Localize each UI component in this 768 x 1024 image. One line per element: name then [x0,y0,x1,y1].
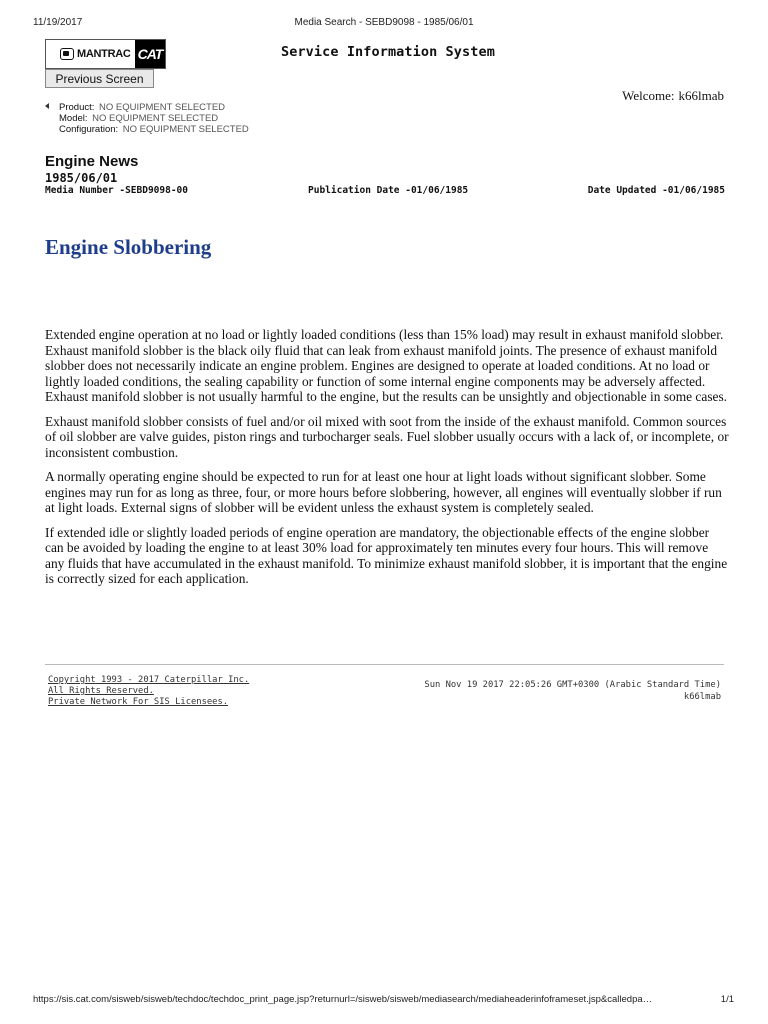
rights-link[interactable]: All Rights Reserved. [48,686,154,696]
model-row [45,113,249,124]
publication-date: Publication Date -01/06/1985 [308,185,469,196]
date-updated: Date Updated -01/06/1985 [587,185,725,196]
media-number: Media Number -SEBD9098-00 [45,185,188,196]
print-url: https://sis.cat.com/sisweb/sisweb/techdoc/techdoc_print_page.jsp?returnurl=/sisweb/sisweb/mediasearch/mediaheaderinfoframeset.jsp&calledpa… [33,994,653,1005]
article-paragraph: A normally operating engine should be expected to run for at least one hour at light loads without significant slobber. Some engines may run for as long as three, four, or more hours before slobbering, however, all engines will eventually slobber if run at light loads. External signs of slobber will be evident unless the exhaust system is completely sealed. [45,469,722,515]
mantrac-logo-text: MANTRAC [77,48,131,60]
configuration-label: Configuration: [59,124,119,135]
mantrac-emblem-icon [60,48,74,60]
print-footer [0,994,768,1008]
cat-logo: CAT [135,40,165,68]
footer-divider [45,664,724,665]
footer-info [424,679,721,703]
article-paragraph: Exhaust manifold slobber consists of fuel and/or oil mixed with soot from the inside of the exhaust manifold. Common sources of oil slobber are valve guides, piston rings and turbocharger seals. Fuel slobber usually occurs with a lack of, or incomplete, or inconsistent combustion. [45,413,729,460]
product-row [45,102,249,113]
model-label: Model: [59,113,88,124]
article-paragraph: If extended idle or slightly loaded periods of engine operation are mandatory, the objectionable effects of the engine slobber can be avoided by loading the engine to at least 30% load for approximately ten minutes every four hours. This will remove any fluids that have accumulated in the exhaust manifold. To minimize exhaust manifold slobber, it is important that the engine is correctly sized for each application. [45,524,728,586]
welcome-message [622,88,724,104]
welcome-username: k66lmab [678,88,724,103]
document-date: 1985/06/01 [45,171,118,185]
footer-timestamp: Sun Nov 19 2017 22:05:26 GMT+0300 (Arabic Standard Time) [424,680,721,690]
print-header [0,17,768,31]
article-title: Engine Slobbering [45,235,212,259]
configuration-value: NO EQUIPMENT SELECTED [122,124,249,135]
product-value: NO EQUIPMENT SELECTED [99,102,226,113]
product-label: Product: [59,102,95,113]
private-network-link[interactable]: Private Network For SIS Licensees. [48,697,229,707]
collapse-arrow-icon[interactable] [45,103,49,109]
footer-links [48,675,249,708]
copyright-link[interactable]: Copyright 1993 - 2017 Caterpillar Inc. [48,675,250,685]
brand-logo [45,39,166,69]
page-number: 1/1 [720,994,734,1005]
article-body [45,327,729,596]
page-title: Service Information System [281,44,495,60]
configuration-row [45,124,249,135]
article-paragraph: Extended engine operation at no load or lightly loaded conditions (less than 15% load) may result in exhaust manifold slobber. Exhaust manifold slobber is the black oily fluid that can leak from exhaust manifold joints. The presence of exhaust manifold slobber does not necessarily indicate an engine problem. Engines are designed to operate at loaded conditions. At no load or lightly loaded conditions, the sealing capability or function of some internal engine components may be adversely affected. Exhaust manifold slobber is not usually harmful to the engine, but the results can be unsightly and objectionable in some cases. [45,327,728,404]
print-date: 11/19/2017 [33,17,83,28]
mantrac-logo [46,40,135,68]
footer-user: k66lmab [683,692,721,702]
model-value: NO EQUIPMENT SELECTED [92,113,219,124]
document-category: Engine News [45,153,139,170]
print-title: Media Search - SEBD9098 - 1985/06/01 [294,17,474,28]
welcome-label: Welcome: [622,88,675,103]
equipment-info [45,102,249,135]
document-meta [45,185,725,197]
previous-screen-button[interactable]: Previous Screen [45,69,154,88]
